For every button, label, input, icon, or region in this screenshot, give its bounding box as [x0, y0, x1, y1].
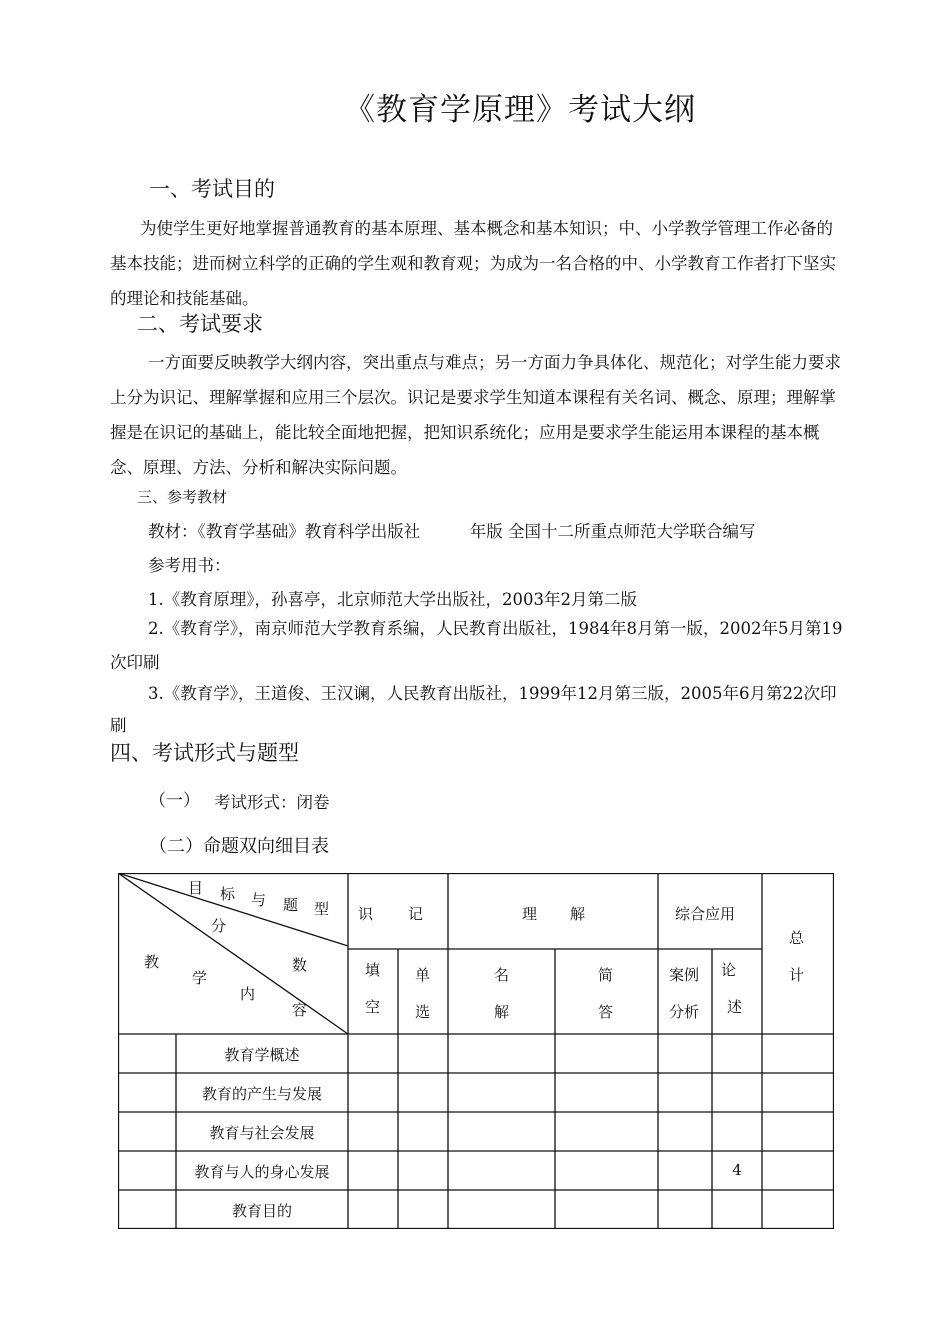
row-label-3: 教育与社会发展 — [209, 1124, 315, 1142]
col-case-2: 分析 — [669, 1003, 700, 1021]
group-recall-2: 记 — [408, 905, 424, 923]
corner-bottom-1: 教 — [144, 953, 160, 971]
sub2-title: （二）命题双向细目表 — [149, 836, 329, 857]
corner-bottom-2: 学 — [192, 969, 208, 987]
corner-mid: 分 — [211, 917, 227, 935]
col-fill-2: 空 — [365, 998, 381, 1016]
row-label-1: 教育学概述 — [224, 1046, 300, 1064]
col-single-1: 单 — [415, 966, 431, 984]
col-single-2: 选 — [415, 1003, 431, 1021]
group-recall-1: 识 — [358, 905, 374, 923]
reference-1: 1.《教育原理》，孙喜亭，北京师范大学出版社，2003年2月第二版 — [148, 590, 637, 609]
section4-heading: 四、考试形式与题型 — [110, 741, 299, 765]
corner-right: 数 — [292, 956, 308, 974]
textbook-line: 教材：《教育学基础》教育科学出版社 年版 全国十二所重点师范大学联合编写 — [148, 522, 756, 541]
row-label-4: 教育与人的身心发展 — [194, 1163, 330, 1181]
corner-bottom-4: 容 — [292, 1001, 308, 1019]
row-essay-4: 4 — [732, 1161, 742, 1179]
section2-body: 一方面要反映教学大纲内容，突出重点与难点；另一方面力争具体化、规范化；对学生能力要求上分为识记、理解掌握和应用三个层次。识记是要求学生知道本课程有关名词、概念、原理；理解掌握是在识记的基础上，能比较全面地把握，把知识系统化；应用是要求学生能运用本课程的基本概念、原理、方法、分析和解决实际问题。 — [110, 353, 841, 477]
corner-top-1: 目 — [188, 879, 204, 897]
section2-heading: 二、考试要求 — [137, 312, 263, 336]
col-term-1: 名 — [494, 966, 510, 984]
page-title: 《教育学原理》考试大纲 — [344, 92, 696, 128]
group-understand-1: 理 — [522, 905, 538, 923]
col-essay-1: 论 — [721, 961, 737, 979]
sub1-marker: （一） — [149, 791, 200, 811]
corner-top-4: 题 — [283, 896, 299, 914]
reference-2: 2.《教育学》，南京师范大学教育系编，人民教育出版社，1984年8月第一版，2002年5月第19次印刷 — [110, 619, 843, 672]
spec-table — [118, 873, 834, 1229]
col-fill-1: 填 — [365, 961, 381, 979]
corner-top-2: 标 — [220, 885, 236, 903]
col-short-2: 答 — [598, 1003, 614, 1021]
reference-3: 3.《教育学》，王道俊、王汉谰，人民教育出版社，1999年12月第三版，2005年6月第22次印刷 — [110, 684, 837, 735]
corner-top-5: 型 — [314, 900, 330, 918]
corner-top-3: 与 — [251, 891, 267, 909]
col-short-1: 简 — [598, 966, 614, 984]
total-1: 总 — [789, 929, 805, 947]
section3-heading: 三、参考教材 — [137, 488, 228, 506]
refs-label: 参考用书： — [148, 556, 231, 575]
col-term-2: 解 — [494, 1003, 510, 1021]
row-label-2: 教育的产生与发展 — [201, 1085, 322, 1103]
col-essay-2: 述 — [727, 998, 743, 1016]
row-label-5: 教育目的 — [231, 1202, 292, 1220]
section1-body: 为使学生更好地掌握普通教育的基本原理、基本概念和基本知识；中、小学教学管理工作必备的基本技能；进而树立科学的正确的学生观和教育观；为成为一名合格的中、小学教育工作者打下坚实的理论和技能基础。 — [110, 219, 836, 308]
section1-heading: 一、考试目的 — [149, 177, 275, 201]
corner-bottom-3: 内 — [240, 985, 256, 1003]
group-apply: 综合应用 — [675, 905, 736, 923]
group-understand-2: 解 — [570, 905, 586, 923]
col-case-1: 案例 — [669, 966, 700, 984]
exam-form: 考试形式：闭卷 — [214, 793, 330, 812]
total-2: 计 — [789, 966, 805, 984]
